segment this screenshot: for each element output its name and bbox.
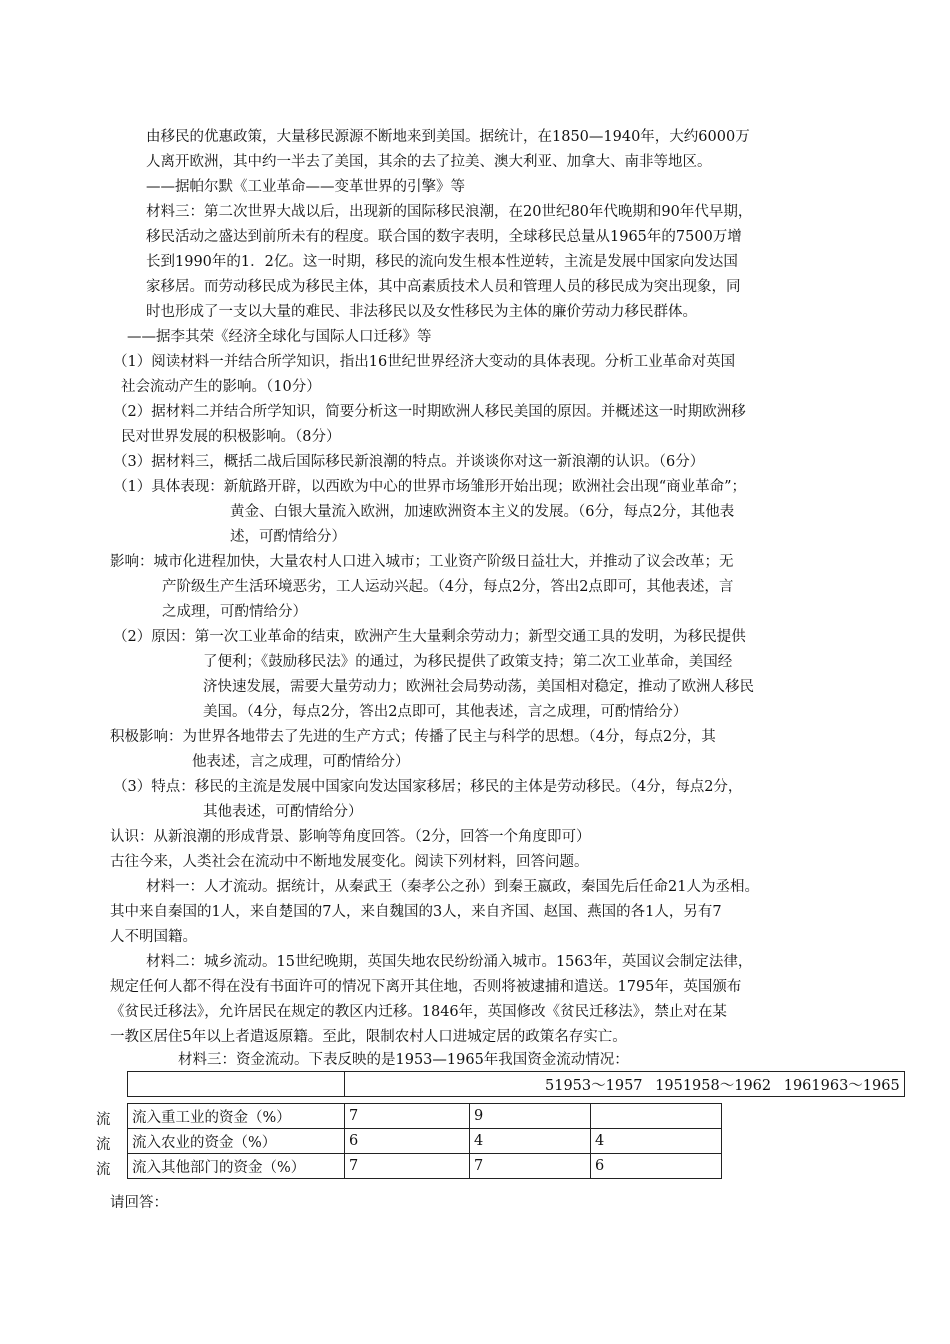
answer-line: （2）原因：第一次工业革命的结束，欧洲产生大量剩余劳动力；新型交通工具的发明，为移民提供 [113, 629, 746, 645]
text-line: 材料一：人才流动。据统计，从秦武王（秦孝公之孙）到秦王嬴政，秦国先后任命21人为丞相。 [146, 879, 759, 895]
text-line: 时也形成了一支以大量的难民、非法移民以及女性移民为主体的廉价劳动力移民群体。 [146, 304, 697, 320]
text-line: 一教区居住5年以上者遣返原籍。至此，限制农村人口进城定居的政策名存实亡。 [110, 1029, 627, 1045]
text-line: 由移民的优惠政策，大量移民源源不断地来到美国。据统计，在1850—1940年，大约6000万 [146, 129, 750, 145]
table-cell: 6 [591, 1154, 722, 1179]
text-line: 规定任何人都不得在没有书面许可的情况下离开其住地，否则将被逮捕和遣送。1795年，英国颁布 [110, 979, 742, 995]
text-line: 移民活动之盛达到前所未有的程度。联合国的数字表明，全球移民总量从1965年的7500万增 [146, 229, 742, 245]
table-cell: 7 [345, 1154, 470, 1179]
table-cell: 4 [591, 1129, 722, 1154]
table-cell: 7 [470, 1154, 591, 1179]
question-line: 民对世界发展的积极影响。（8分） [121, 429, 341, 445]
text-line: 请回答： [110, 1195, 168, 1211]
table-cell: 6 [345, 1129, 470, 1154]
source-citation: ——据帕尔默《工业革命——变革世界的引擎》等 [146, 179, 465, 195]
answer-line: 黄金、白银大量流入欧洲，加速欧洲资本主义的发展。（6分，每点2分，其他表 [230, 504, 735, 520]
answer-line: 美国。（4分，每点2分，答出2点即可，其他表述，言之成理，可酌情给分） [203, 704, 688, 720]
row-label: 流入其他部门的资金（%） [128, 1154, 345, 1179]
answer-line: 影响：城市化进程加快，大量农村人口进入城市；工业资产阶级日益壮大，并推动了议会改革；无 [110, 554, 734, 570]
answer-line: （3）特点：移民的主流是发展中国家向发达国家移居；移民的主体是劳动移民。（4分，每点2分， [113, 779, 743, 795]
row-label: 流入农业的资金（%） [128, 1129, 345, 1154]
table-header-row [128, 1072, 905, 1097]
table-cell: 7 [345, 1104, 470, 1129]
text-line: 其中来自秦国的1人，来自楚国的7人，来自魏国的3人，来自齐国、赵国、燕国的各1人，另有7 [110, 904, 722, 920]
question-line: （2）据材料二并结合所学知识，简要分析这一时期欧洲人移民美国的原因。并概述这一时期欧洲移 [113, 404, 746, 420]
answer-line: （1）具体表现：新航路开辟，以西欧为中心的世界市场雏形开始出现；欧洲社会出现“商业革命”； [113, 479, 747, 495]
row-prefix: 流 [96, 1112, 111, 1128]
answer-line: 其他表述，可酌情给分） [203, 804, 363, 820]
row-label: 流入重工业的资金（%） [128, 1104, 345, 1129]
text-line: 材料二：城乡流动。15世纪晚期，英国失地农民纷纷涌入城市。1563年，英国议会制定法律， [146, 954, 753, 970]
text-line: 人不明国籍。 [110, 929, 197, 945]
intro-line: 古往今来，人类社会在流动中不断地发展变化。阅读下列材料，回答问题。 [110, 854, 589, 870]
answer-line: 积极影响：为世界各地带去了先进的生产方式；传播了民主与科学的思想。（4分，每点2分，其 [110, 729, 716, 745]
table-header-cell [128, 1072, 345, 1097]
question-line: （3）据材料三，概括二战后国际移民新浪潮的特点。并谈谈你对这一新浪潮的认识。（6分） [113, 454, 705, 470]
table-cell: 4 [470, 1129, 591, 1154]
text-line: 家移居。而劳动移民成为移民主体，其中高素质技术人员和管理人员的移民成为突出现象，同 [146, 279, 741, 295]
table-cell: 9 [470, 1104, 591, 1129]
answer-line: 济快速发展，需要大量劳动力；欧洲社会局势动荡，美国相对稳定，推动了欧洲人移民 [203, 679, 754, 695]
question-line: 社会流动产生的影响。（10分） [121, 379, 321, 395]
header-period: 1951958～1962 [655, 1077, 772, 1094]
capital-flow-table [127, 1071, 905, 1097]
answer-line: 述，可酌情给分） [230, 529, 346, 545]
answer-line: 之成理，可酌情给分） [162, 604, 307, 620]
row-prefix: 流 [96, 1162, 111, 1178]
table-caption: 材料三：资金流动。下表反映的是1953—1965年我国资金流动情况： [178, 1052, 629, 1068]
header-period: 51953～1957 [545, 1077, 643, 1094]
table-row [128, 1104, 722, 1129]
capital-flow-table-body [127, 1103, 722, 1179]
table-row [128, 1129, 722, 1154]
table-header-cell [345, 1072, 905, 1097]
header-period: 1961963～1965 [783, 1077, 900, 1094]
text-line: 人离开欧洲，其中约一半去了美国，其余的去了拉美、澳大利亚、加拿大、南非等地区。 [146, 154, 712, 170]
text-line: 材料三：第二次世界大战以后，出现新的国际移民浪潮，在20世纪80年代晚期和90年代早期， [146, 204, 753, 220]
text-line: 长到1990年的1．2亿。这一时期，移民的流向发生根本性逆转，主流是发展中国家向发达国 [146, 254, 738, 270]
answer-line: 他表述，言之成理，可酌情给分） [192, 754, 410, 770]
text-line: 《贫民迁移法》，允许居民在规定的教区内迁移。1846年，英国修改《贫民迁移法》，禁止对在某 [110, 1004, 727, 1020]
source-citation: ——据李其荣《经济全球化与国际人口迁移》等 [127, 329, 432, 345]
row-prefix: 流 [96, 1137, 111, 1153]
answer-line: 产阶级生产生活环境恶劣，工人运动兴起。（4分，每点2分，答出2点即可，其他表述，言 [162, 579, 734, 595]
answer-line: 了便利；《鼓励移民法》的通过，为移民提供了政策支持；第二次工业革命，美国经 [203, 654, 733, 670]
table-row [128, 1154, 722, 1179]
answer-line: 认识：从新浪潮的形成背景、影响等角度回答。（2分，回答一个角度即可） [110, 829, 591, 845]
table-cell [591, 1104, 722, 1129]
question-line: （1）阅读材料一并结合所学知识，指出16世纪世界经济大变动的具体表现。分析工业革命对英国 [113, 354, 736, 370]
